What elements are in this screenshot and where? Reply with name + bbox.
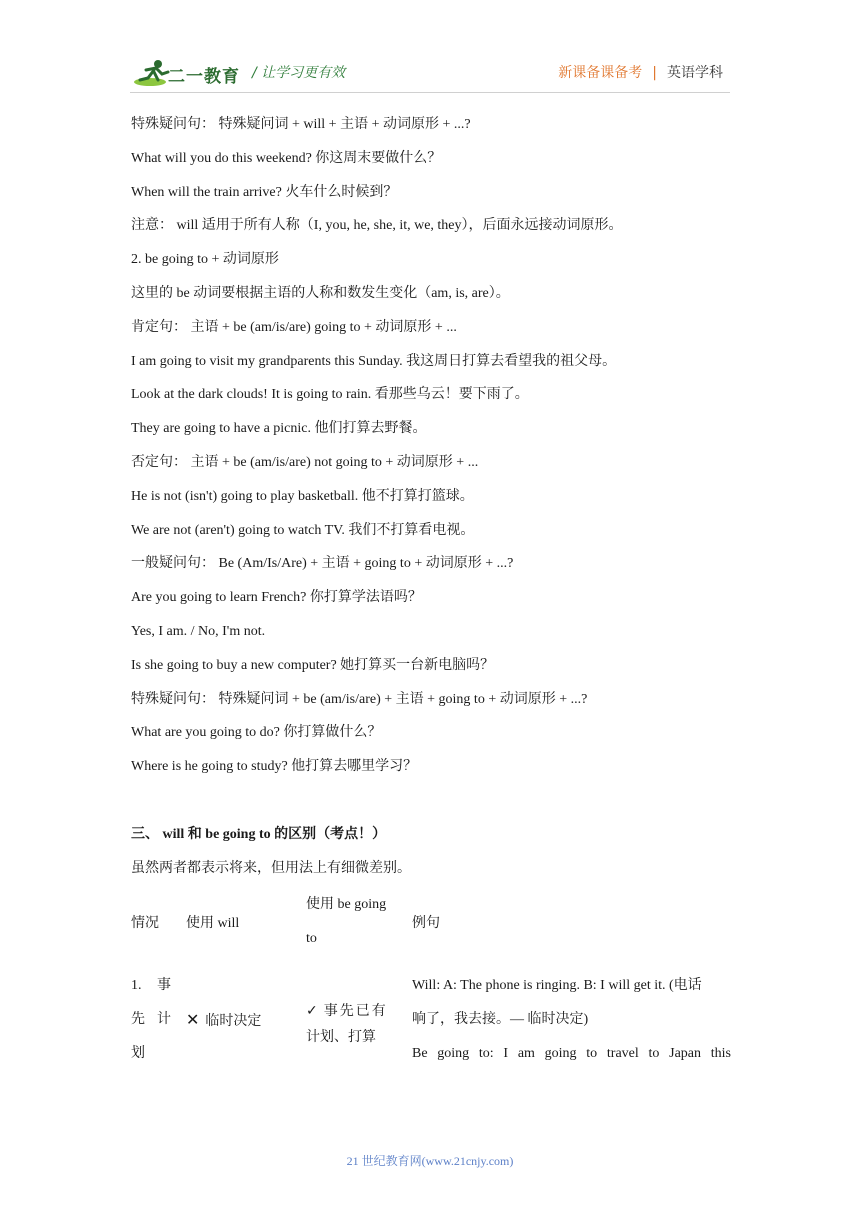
text-line: He is not (isn't) going to play basketball. 他不打算打篮球。 — [131, 488, 474, 504]
header-will: 使用 will — [186, 916, 240, 931]
bgt-text-line1: 事先已有 — [323, 1003, 388, 1019]
header-divider — [130, 92, 730, 93]
text-line: Are you going to learn French? 你打算学法语吗？ — [131, 590, 422, 606]
section-intro: 虽然两者都表示将来，但用法上有细微差别。 — [131, 860, 411, 876]
section-heading: 三、 will 和 be going to 的区别（考点！） — [131, 826, 387, 842]
slogan: / 让学习更有效 — [252, 65, 346, 81]
cell-situation — [131, 960, 186, 1080]
text-line: Yes, I am. / No, I'm not. — [131, 623, 266, 639]
example-line2: 响了，我去接。— 临时决定) — [412, 1012, 589, 1027]
text-line: They are going to have a picnic. 他们打算去野餐。 — [131, 421, 427, 437]
text-line: Where is he going to study? 他打算去哪里学习？ — [131, 759, 418, 775]
text-line: What are you going to do? 你打算做什么？ — [131, 725, 382, 741]
text-line: When will the train arrive? 火车什么时候到？ — [131, 184, 398, 200]
text-line: Is she going to buy a new computer? 她打算买一台新电脑吗？ — [131, 657, 495, 673]
situation-line3: 划 — [131, 1046, 145, 1061]
text-line: We are not (aren't) going to watch TV. 我们不打算看电视。 — [131, 522, 475, 538]
bgt-text-line2: 计划、打算 — [306, 1029, 376, 1045]
text-line: 肯定句： 主语 + be (am/is/are) going to + 动词原形 + ... — [131, 319, 457, 335]
text-line: 注意： will 适用于所有人称（I, you, he, she, it, we, they），后面永远接动词原形。 — [131, 218, 623, 234]
text-line: 特殊疑问句： 特殊疑问词 + be (am/is/are) + 主语 + going to + 动词原形 + ...? — [131, 691, 588, 707]
header-situation: 情况 — [131, 916, 159, 931]
text-line: What will you do this weekend? 你这周末要做什么？ — [131, 150, 442, 166]
comparison-table — [131, 884, 731, 1080]
cell-will — [186, 960, 306, 1080]
header-example: 例句 — [412, 916, 440, 931]
page-footer: 21 世纪教育网(www.21cnjy.com) — [346, 1154, 514, 1168]
cross-icon: ✕ — [186, 1010, 200, 1029]
text-line: 这里的 be 动词要根据主语的人称和数发生变化（am, is, are）。 — [131, 285, 510, 301]
header-be-going-to-line1: 使用 be going — [306, 897, 387, 912]
bgt-line1 — [306, 994, 412, 1029]
check-icon: ✓ — [306, 1002, 318, 1019]
example-line1: Will: A: The phone is ringing. B: I will get it. (电话 — [412, 978, 702, 993]
header-subject-label: 英语学科 — [667, 65, 723, 81]
cell-be-going-to — [306, 960, 412, 1080]
table-header-row — [131, 884, 731, 960]
text-line: I am going to visit my grandparents this Sunday. 我这周日打算去看望我的祖父母。 — [131, 353, 617, 369]
header-tagline: 新课备课备考 — [558, 65, 643, 81]
cell-example — [412, 960, 731, 1080]
will-usage: 临时决定 — [205, 1014, 262, 1029]
situation-line1: 1. 事 — [131, 978, 171, 993]
situation-line2: 先 计 — [131, 1012, 171, 1027]
text-line: Look at the dark clouds! It is going to rain. 看那些乌云！要下雨了。 — [131, 387, 529, 403]
document-body — [131, 108, 731, 886]
logo-text: 二一教育 — [168, 67, 240, 87]
header-be-going-to — [306, 884, 412, 960]
page-header — [0, 0, 860, 100]
text-line: 特殊疑问句： 特殊疑问词 + will + 主语 + 动词原形 + ...? — [131, 117, 471, 132]
example-line3: Be going to: I am going to travel to Japan this — [412, 1046, 731, 1061]
header-subject — [558, 62, 723, 82]
text-line: 2. be going to + 动词原形 — [131, 252, 279, 268]
text-line: 否定句： 主语 + be (am/is/are) not going to + 动词原形 + ... — [131, 454, 479, 470]
table-row — [131, 960, 731, 1080]
header-be-going-to-line2: to — [306, 931, 317, 946]
text-line: 一般疑问句： Be (Am/Is/Are) + 主语 + going to + 动词原形 + ...? — [131, 556, 514, 572]
spacer — [131, 784, 731, 818]
header-separator: | — [652, 65, 657, 81]
